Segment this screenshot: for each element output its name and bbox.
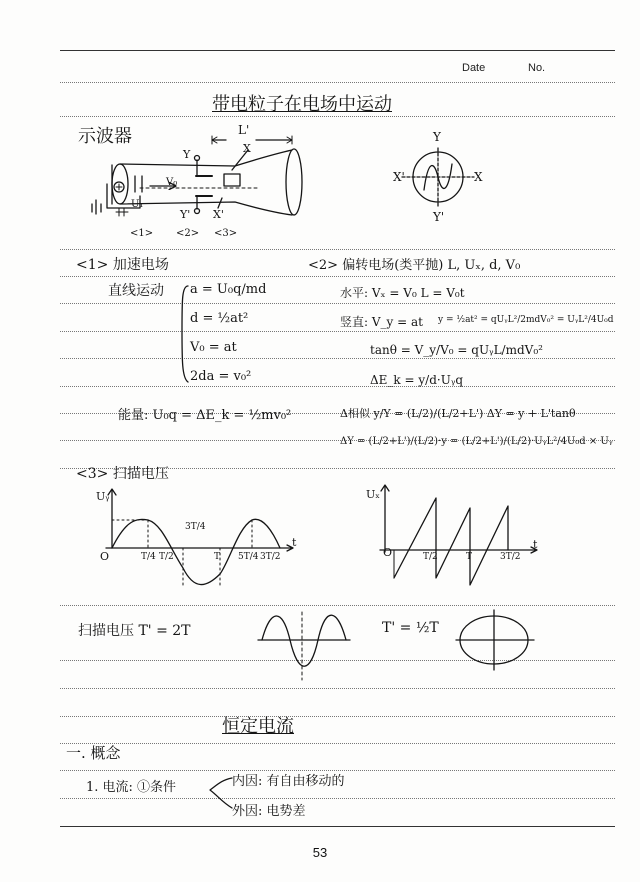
graph1-tick-3T2: 3T/2: [260, 552, 281, 562]
vertical-motion: 竖直: V_y = at: [340, 315, 423, 329]
eq-kinematic: 2da = v₀²: [190, 369, 252, 384]
cause-brace: [210, 778, 232, 808]
outer-cause: 外因: 电势差: [232, 804, 306, 819]
graph1-tick-T2: T/2: [159, 552, 174, 562]
graph1-tick-5T4: 5T/4: [238, 552, 259, 562]
screen-y-label: Y: [433, 130, 441, 144]
oscilloscope-label: 示波器: [78, 126, 132, 147]
section1-heading: <1> 加速电场: [76, 257, 169, 273]
sine-graph: [106, 489, 293, 585]
u1-label: U₁: [131, 199, 144, 210]
sweep-voltage-half-T: T' = ½T: [382, 620, 439, 636]
date-label: Date: [462, 62, 486, 74]
graph1-tick-3T4: 3T/4: [185, 522, 206, 532]
section2-heading: <2> 偏转电场(类平抛) L, Uₓ, d, V₀: [308, 258, 521, 273]
delta-y-eq: ΔY = (L/2+L')/(L/2)·y = (L/2+L')/(L/2)·UᵧL²/4U₀d × Uᵧ: [340, 436, 613, 447]
current-title: 恒定电流: [222, 716, 294, 737]
tan-theta-eq: tanθ = V_y/V₀ = qUᵧL/mdV₀²: [370, 343, 543, 357]
graph2-xlabel: t: [533, 538, 538, 551]
page-title: 带电粒子在电场中运动: [212, 94, 392, 115]
page-number: 53: [312, 845, 328, 860]
sweep-ellipse-half-T: [456, 610, 534, 670]
graph2-tick-T: T: [466, 552, 473, 562]
eq-acceleration: a = U₀q/md: [190, 282, 267, 297]
graph1-tick-T4: T/4: [141, 552, 156, 562]
delta-ek-eq: ΔE_k = y/d·Uᵧq: [370, 373, 464, 387]
graph1-origin: O: [100, 550, 110, 563]
eq-distance: d = ½at²: [190, 311, 249, 326]
energy-equation: 能量: U₀q = ΔE_k = ½mv₀²: [118, 408, 292, 423]
graph1-ylabel: Uᵧ: [96, 490, 110, 503]
eq-velocity: V₀ = at: [190, 340, 237, 355]
section-marker-2: <2>: [176, 228, 200, 239]
graph2-ylabel: Uₓ: [366, 488, 380, 501]
sweep-voltage-2T: 扫描电压 T' = 2T: [78, 623, 191, 639]
equation-brace: [182, 286, 188, 382]
graph1-tick-T: T: [214, 552, 221, 562]
section-marker-3: <3>: [214, 228, 238, 239]
graph1-xlabel: t: [292, 536, 297, 549]
y-plate-bottom-label: Y': [180, 208, 191, 221]
inner-cause: 内因: 有自由移动的: [232, 774, 345, 789]
section3-heading: <3> 扫描电压: [76, 466, 169, 482]
x-plate-top-label: X: [243, 142, 251, 155]
x-plate-bottom-label: X': [213, 208, 224, 221]
v0-label: V₀: [166, 177, 178, 188]
oscilloscope-screen: [402, 148, 474, 208]
graph2-tick-T2: T/2: [423, 552, 438, 562]
deflection-eq: y = ½at² = qUᵧL²/2mdV₀² = UᵧL²/4U₀d: [438, 315, 614, 325]
sweep-wave-2T: [258, 612, 350, 680]
horizontal-motion: 水平: Vₓ = V₀ L = V₀t: [340, 286, 465, 300]
concept-heading: 一. 概念: [66, 744, 121, 762]
screen-y-prime-label: Y': [433, 210, 445, 224]
y-plate-top-label: Y: [183, 148, 191, 161]
screen-x-label: X: [474, 170, 483, 184]
sawtooth-graph: [380, 485, 537, 585]
similar-triangles-eq: Δ相似 y/Y = (L/2)/(L/2+L') ΔY = y + L'tanθ: [340, 407, 576, 420]
section-marker-1: <1>: [130, 228, 154, 239]
dim-L-label: L': [238, 123, 250, 137]
linear-motion-label: 直线运动: [108, 283, 164, 299]
screen-x-prime-label: X': [393, 170, 405, 184]
number-label: No.: [528, 62, 546, 74]
current-item-1: 1. 电流: ①条件: [86, 780, 177, 795]
graph2-tick-3T2: 3T/2: [500, 552, 521, 562]
oscilloscope-tube-diagram: [92, 136, 302, 216]
graph2-origin: O: [383, 546, 393, 559]
